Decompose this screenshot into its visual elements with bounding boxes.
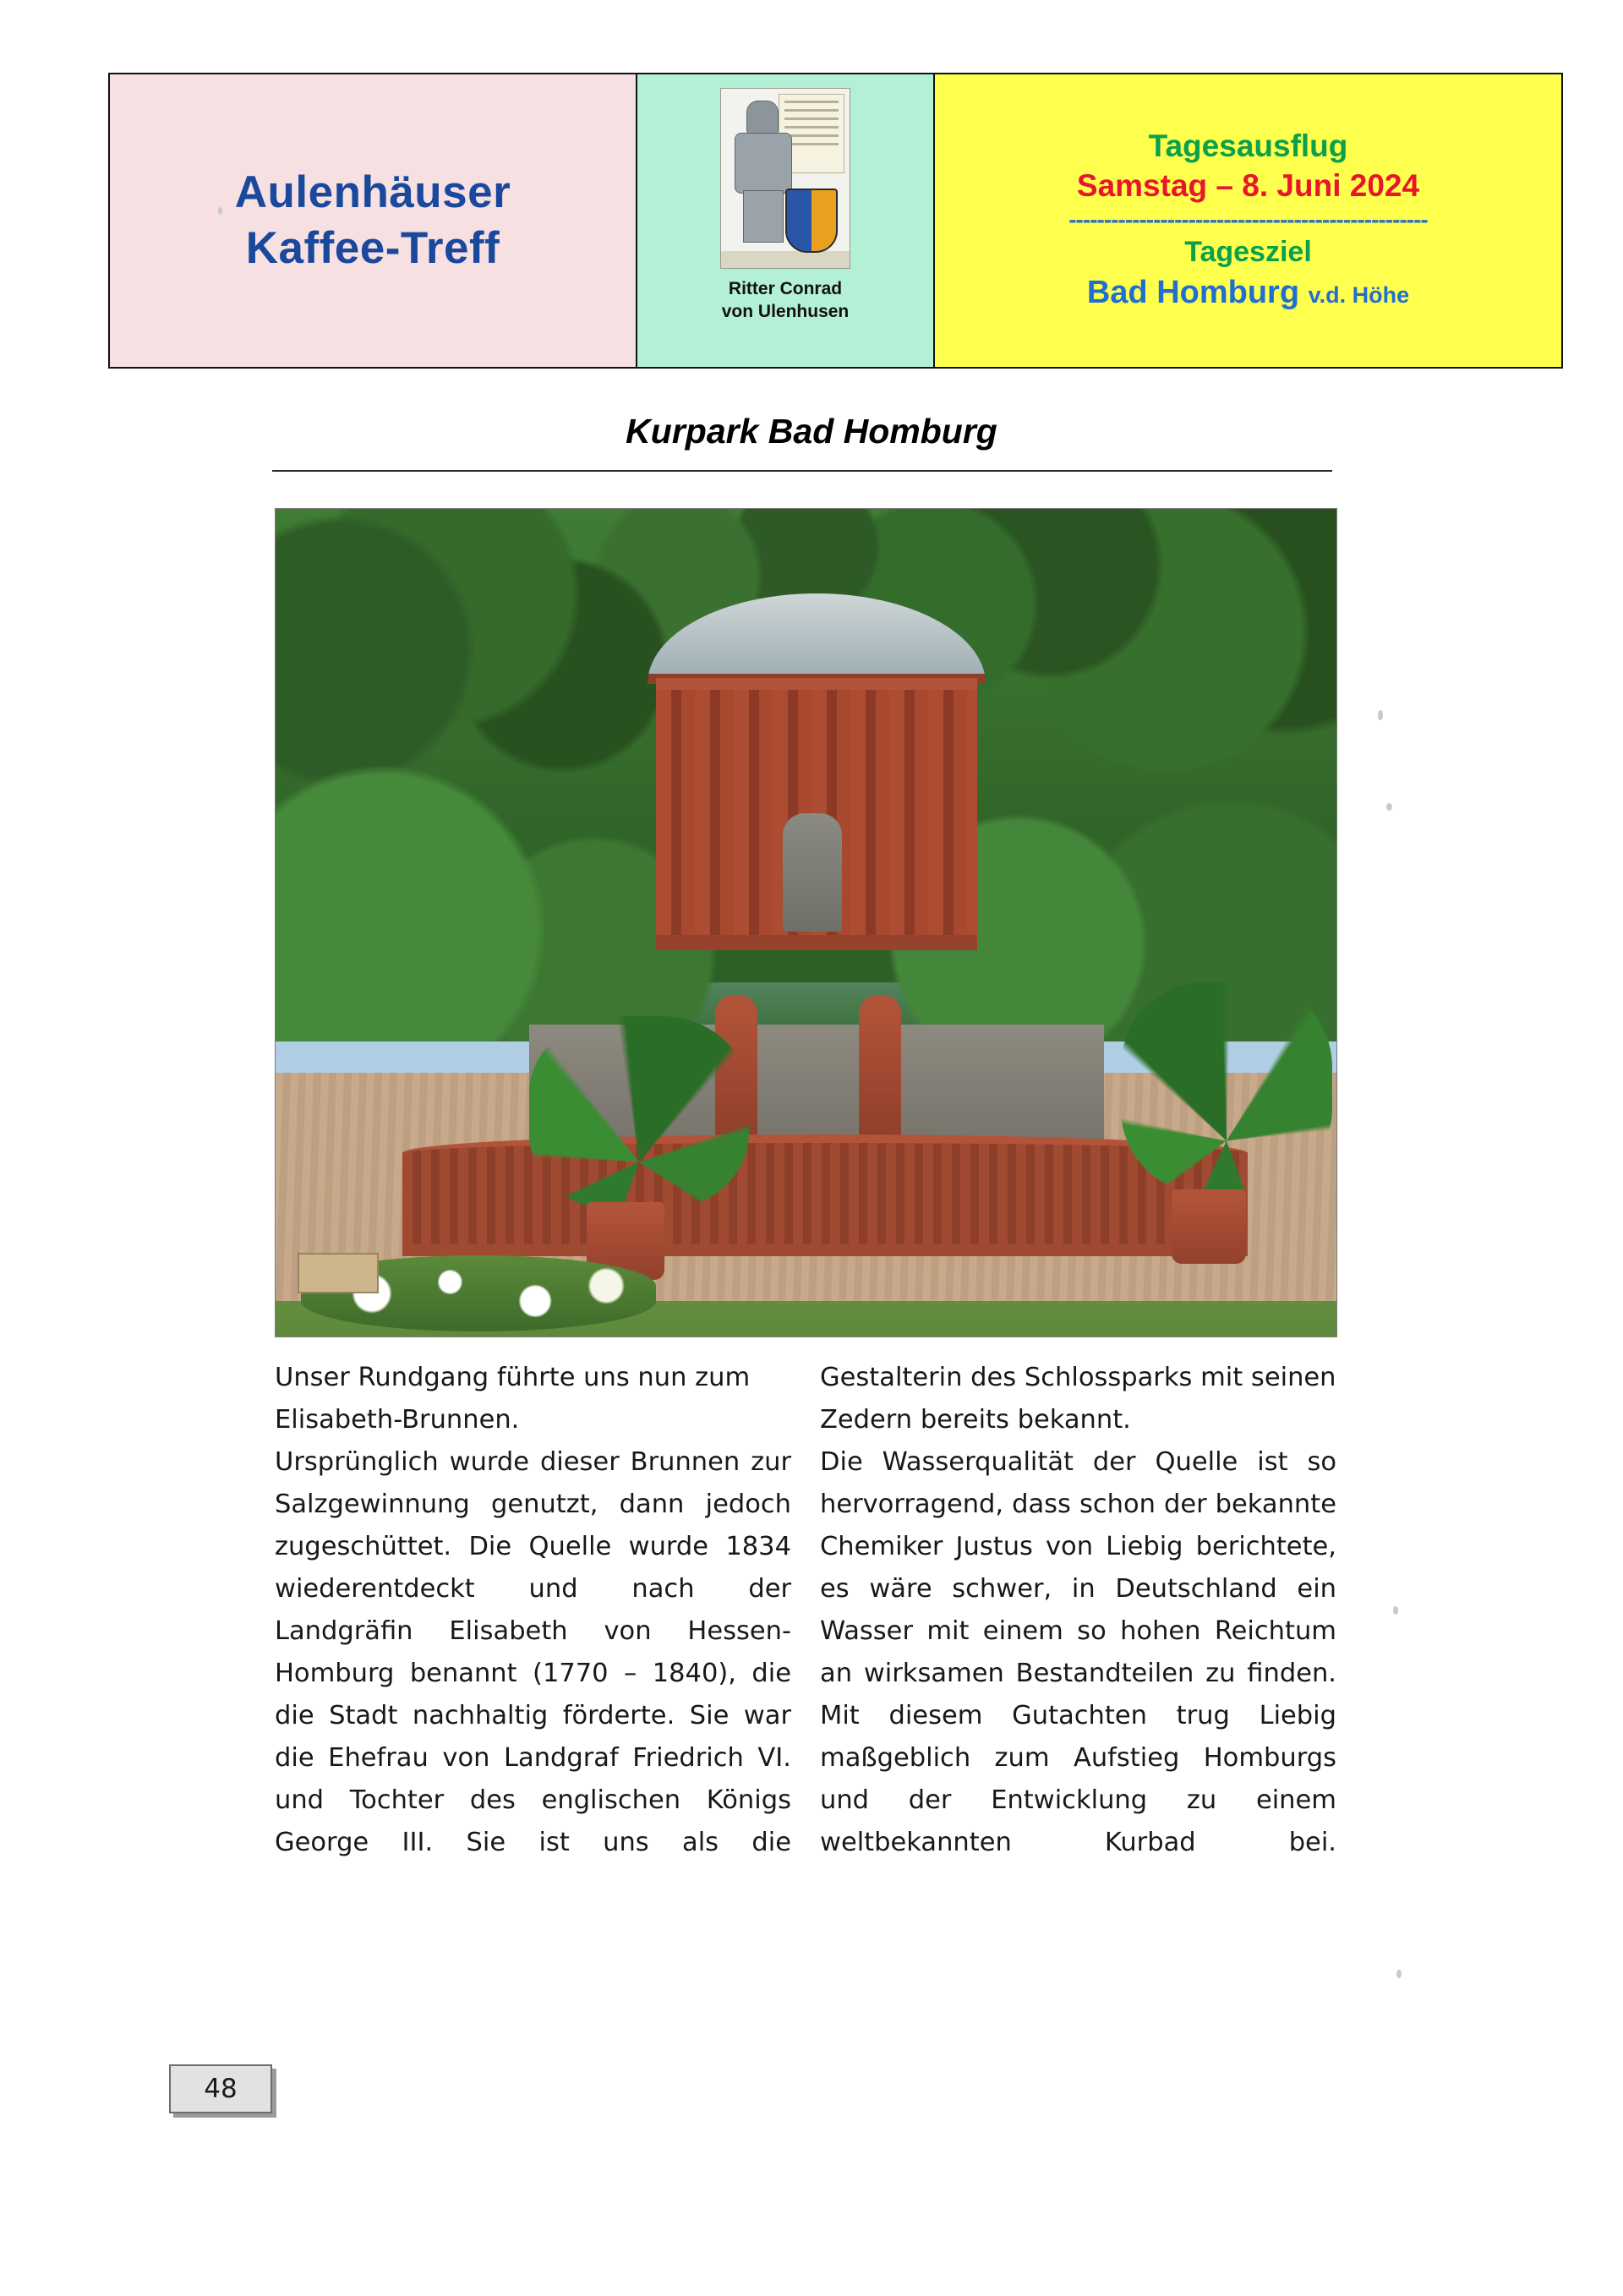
page-number: 48 xyxy=(169,2064,272,2113)
scan-speck xyxy=(218,207,222,215)
crest-ground xyxy=(721,251,850,268)
title-divider xyxy=(272,470,1332,472)
crest-knight-body xyxy=(735,133,792,194)
photo-palm-left xyxy=(529,1016,749,1211)
knight-crest-icon xyxy=(720,88,850,269)
destination-label: Tagesziel xyxy=(1184,235,1312,268)
photo-balustrade xyxy=(402,1134,1248,1256)
text-column-left xyxy=(275,1357,791,1864)
crest-knight-legs xyxy=(743,190,784,243)
trip-label: Tagesausflug xyxy=(1148,128,1348,163)
photo-palm-right xyxy=(1121,982,1332,1194)
photo-central-statue xyxy=(783,813,842,932)
crest-caption-line1: Ritter Conrad xyxy=(728,279,843,298)
text-column-right xyxy=(820,1357,1336,1864)
club-name-line1: Aulenhäuser xyxy=(234,167,511,217)
trip-date: Samstag – 8. Juni 2024 xyxy=(1076,168,1420,204)
crest-knight-head xyxy=(746,101,779,136)
article-body xyxy=(275,1357,1336,1864)
photo-bench xyxy=(298,1253,379,1293)
paragraph: Gestalterin des Schlossparks mit seinen Zedern bereits bekannt. xyxy=(820,1363,1336,1435)
club-name-line2: Kaffee-Treff xyxy=(245,223,500,273)
scan-speck xyxy=(1396,1970,1402,1978)
destination-name-wrap xyxy=(1087,272,1409,314)
destination-suffix: v.d. Höhe xyxy=(1308,282,1410,308)
crest-cell xyxy=(637,73,933,369)
crest-caption xyxy=(722,277,850,324)
paragraph: Ursprünglich wurde dieser Brunnen zur Salzgewinnung genutzt, dann jedoch zugeschüttet. Die Quelle wurde 1834 wiederentdeckt und nach der Landgräfin Elisabeth von Hessen-Homburg benannt (1770 – 1840), die die Stadt nachhaltig förderte. Sie war die Ehefrau von Landgraf Friedrich VI. und Tochter des englischen Königs George III. Sie ist uns als die xyxy=(275,1447,791,1857)
scan-speck xyxy=(1393,1606,1398,1615)
paragraph: Die Wasserqualität der Quelle ist so hervorragend, dass schon der bekannte Chemiker Justus von Liebig berichtete, es wäre schwer, in Deutschland ein Wasser mit einem so hohen Reichtum an wirksamen Bestandteilen zu finden. Mit diesem Gutachten trug Liebig maßgeblich zum Aufstieg Homburgs und der Entwicklung zu einem weltbekannten Kurbad bei. xyxy=(820,1447,1336,1857)
scan-speck xyxy=(1378,710,1383,720)
destination-name: Bad Homburg xyxy=(1086,274,1300,310)
article-photo xyxy=(275,508,1337,1337)
crest-shield xyxy=(785,189,838,253)
article-title: Kurpark Bad Homburg xyxy=(626,412,997,451)
paragraph: Unser Rundgang führte uns nun zum Elisabeth-Brunnen. xyxy=(275,1363,751,1435)
photo-planter-right xyxy=(1172,1189,1246,1264)
club-name-cell xyxy=(108,73,637,369)
trip-divider: --------------------------------------------------- xyxy=(1068,206,1428,233)
crest-caption-line2: von Ulenhusen xyxy=(721,302,850,322)
scan-speck xyxy=(1386,803,1392,811)
trip-info-cell xyxy=(933,73,1563,369)
newsletter-header xyxy=(108,73,1563,369)
photo-caryatid-right xyxy=(859,995,901,1143)
